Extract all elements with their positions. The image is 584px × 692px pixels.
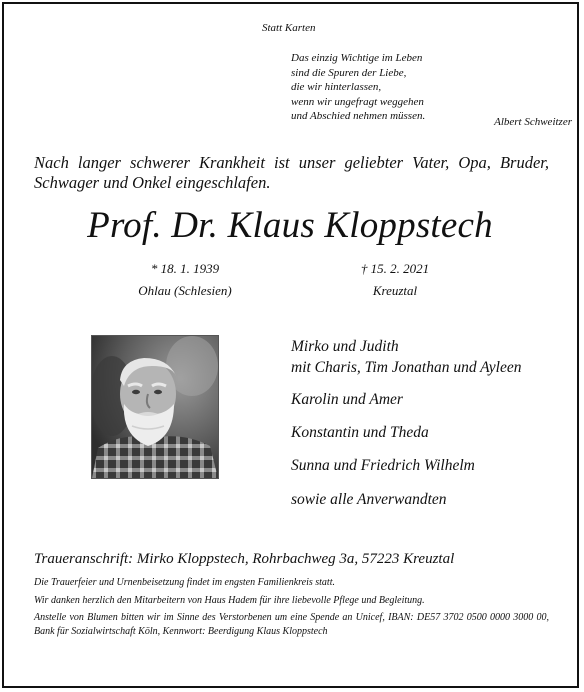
footnotes (34, 576, 549, 642)
mourner-entry: Konstantin und Theda (291, 424, 429, 441)
poem-line: die wir hinterlassen, (291, 81, 382, 94)
mourning-address: Traueranschrift: Mirko Kloppstech, Rohrbachweg 3a, 57223 Kreuztal (34, 551, 455, 567)
birth-info (130, 258, 240, 302)
mourner-entry: mit Charis, Tim Jonathan und Ayleen (291, 359, 522, 376)
birth-place: Ohlau (Schlesien) (138, 283, 232, 298)
poem (291, 51, 425, 124)
portrait-photo (91, 335, 219, 479)
mourner-entry: Sunna und Friedrich Wilhelm (291, 457, 475, 474)
death-info (340, 258, 450, 302)
footnote-funeral: Die Trauerfeier und Urnenbeisetzung findet im engsten Familienkreis statt. (34, 577, 335, 588)
mourner-entry: Mirko und Judith (291, 338, 399, 355)
footnote-thanks: Wir danken herzlich den Mitarbeitern von Haus Hadem für ihre liebevolle Pflege und Begleitung. (34, 594, 425, 606)
death-announcement: Nach langer schwerer Krankheit ist unser geliebter Vater, Opa, Bruder, Schwager und Onkel eingeschlafen. (34, 153, 549, 192)
footnote-donation: Anstelle von Blumen bitten wir im Sinne des Verstorbenen um eine Spende an Unicef, IBAN: DE57 3702 0500 0000 3000 00, Bank für Sozialwirtschaft Köln, Kennwort: Beerdigung Klaus Kloppstech (34, 612, 549, 637)
poem-line: sind die Spuren der Liebe, (291, 66, 407, 79)
header-note: Statt Karten (262, 22, 316, 34)
death-place: Kreuztal (372, 283, 418, 298)
poem-line: und Abschied nehmen müssen. (291, 110, 426, 123)
birth-date: * 18. 1. 1939 (150, 261, 220, 276)
deceased-name: Prof. Dr. Klaus Kloppstech (87, 205, 493, 246)
poem-author: Albert Schweitzer (494, 116, 572, 128)
poem-line: wenn wir ungefragt weggehen (291, 95, 424, 108)
mourner-entry: sowie alle Anverwandten (291, 491, 447, 508)
mourner-entry: Karolin und Amer (291, 391, 403, 408)
death-date: † 15. 2. 2021 (360, 261, 430, 276)
poem-line: Das einzig Wichtige im Leben (291, 52, 423, 64)
